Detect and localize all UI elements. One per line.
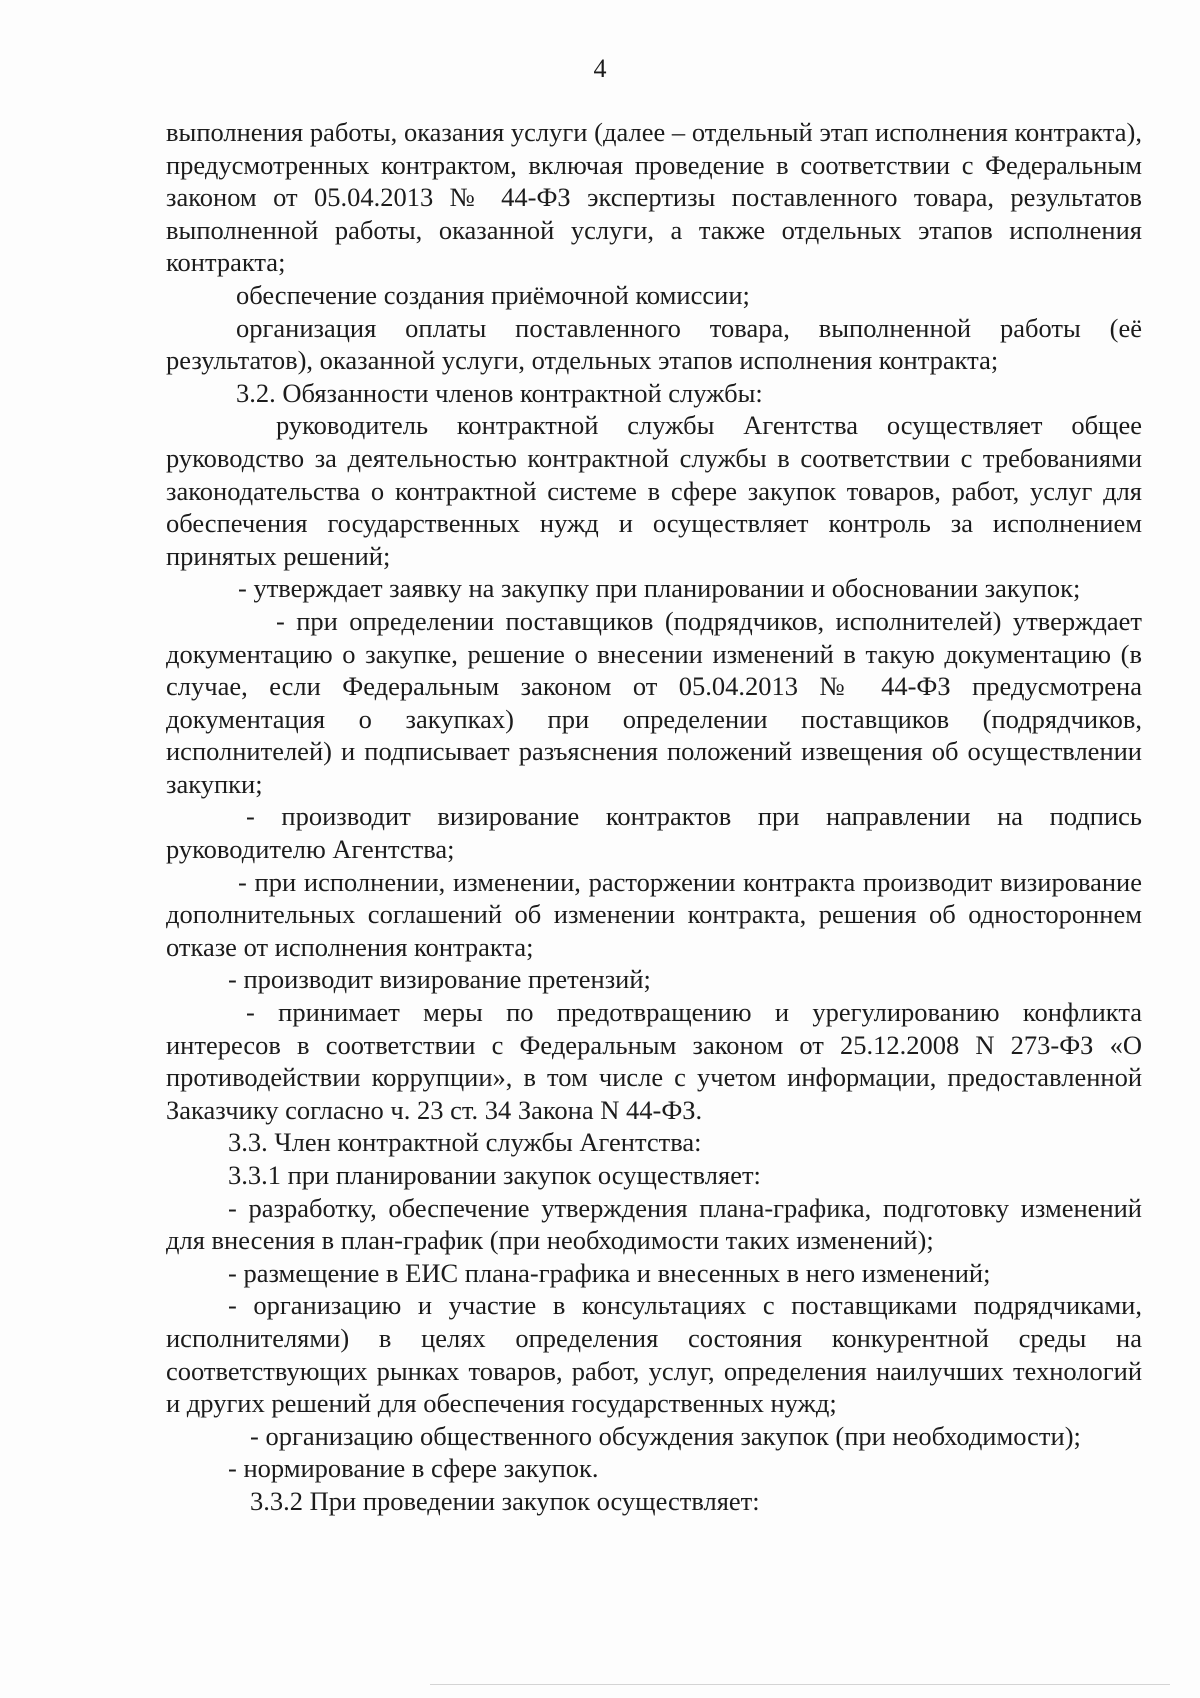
- paragraph-acceptance-commission: обеспечение создания приёмочной комиссии;: [236, 279, 750, 310]
- list-item-public-discussion: - организацию общественного обсуждения закупок (при необходимости);: [250, 1420, 1081, 1451]
- list-item-approve-documentation: - при определении поставщиков (подрядчиков, исполнителей) утверждает документацию о закупке, решение о внесении изменений в такую документацию (в случае, если Федеральным законом от 05.04.2013 № 44-ФЗ предусмотрена документация о закупках) при определении поставщиков (подрядчиков, исполнителей) и подписывает разъяснения положений извещения об осуществлении закупки;: [166, 605, 1142, 799]
- section-heading-3-3: 3.3. Член контрактной службы Агентства:: [228, 1127, 702, 1158]
- paragraph-payment-organization: организация оплаты поставленного товара, выполненной работы (её результатов), оказанной услуги, отдельных этапов исполнения контракта;: [166, 312, 1142, 376]
- list-item-conflict-of-interest: - принимает меры по предотвращению и урегулированию конфликта интересов в соответствии с Федеральным законом от 25.12.2008 N 273-ФЗ «О противодействии коррупции», в том числе с учетом информации, предоставленной Заказчику согласно ч. 23 ст. 34 Закона N 44-ФЗ.: [166, 997, 1142, 1125]
- list-item-normalization: - нормирование в сфере закупок.: [228, 1453, 599, 1484]
- list-item-approve-request: - утверждает заявку на закупку при планировании и обосновании закупок;: [238, 573, 1081, 604]
- page-number: 4: [593, 54, 607, 83]
- list-item-plan-schedule: - разработку, обеспечение утверждения плана-графика, подготовку изменений для внесения в план-график (при необходимости таких изменений);: [166, 1192, 1142, 1256]
- paragraph-head-duties: руководитель контрактной службы Агентства осуществляет общее руководство за деятельностью контрактной службы в соответствии с требованиями законодательства о контрактной системе в сфере закупок товаров, работ, услуг для обеспечения государственных нужд и осуществляет контроль за исполнением принятых решений;: [166, 410, 1142, 571]
- paragraph-continuation: выполнения работы, оказания услуги (далее – отдельный этап исполнения контракта), предусмотренных контрактом, включая проведение в соответствии с Федеральным законом от 05.04.2013 № 44-ФЗ экспертизы поставленного товара, результатов выполненной работы, оказанной услуги, а также отдельных этапов исполнения контракта;: [166, 117, 1142, 278]
- section-heading-3-3-1: 3.3.1 при планировании закупок осуществляет:: [228, 1160, 761, 1190]
- bottom-scan-edge: [430, 1684, 1170, 1685]
- section-heading-3-3-2: 3.3.2 При проведении закупок осуществляет:: [250, 1485, 760, 1516]
- list-item-claims-endorsement: - производит визирование претензий;: [228, 964, 651, 995]
- list-item-amendments-endorsement: - при исполнении, изменении, расторжении контракта производит визирование дополнительных соглашений об изменении контракта, решения об одностороннем отказе от исполнения контракта;: [166, 866, 1142, 962]
- section-heading-3-2: 3.2. Обязанности членов контрактной службы:: [236, 377, 763, 408]
- document-body: [166, 116, 1142, 1518]
- list-item-eis-publication: - размещение в ЕИС плана-графика и внесенных в него изменений;: [228, 1257, 991, 1288]
- list-item-consultations: - организацию и участие в консультациях с поставщиками подрядчиками, исполнителями) в целях определения состояния конкурентной среды на соответствующих рынках товаров, работ, услуг, определения наилучших технологий и других решений для обеспечения государственных нужд;: [166, 1290, 1142, 1419]
- list-item-contract-endorsement: - производит визирование контрактов при направлении на подпись руководителю Агентства;: [166, 801, 1142, 865]
